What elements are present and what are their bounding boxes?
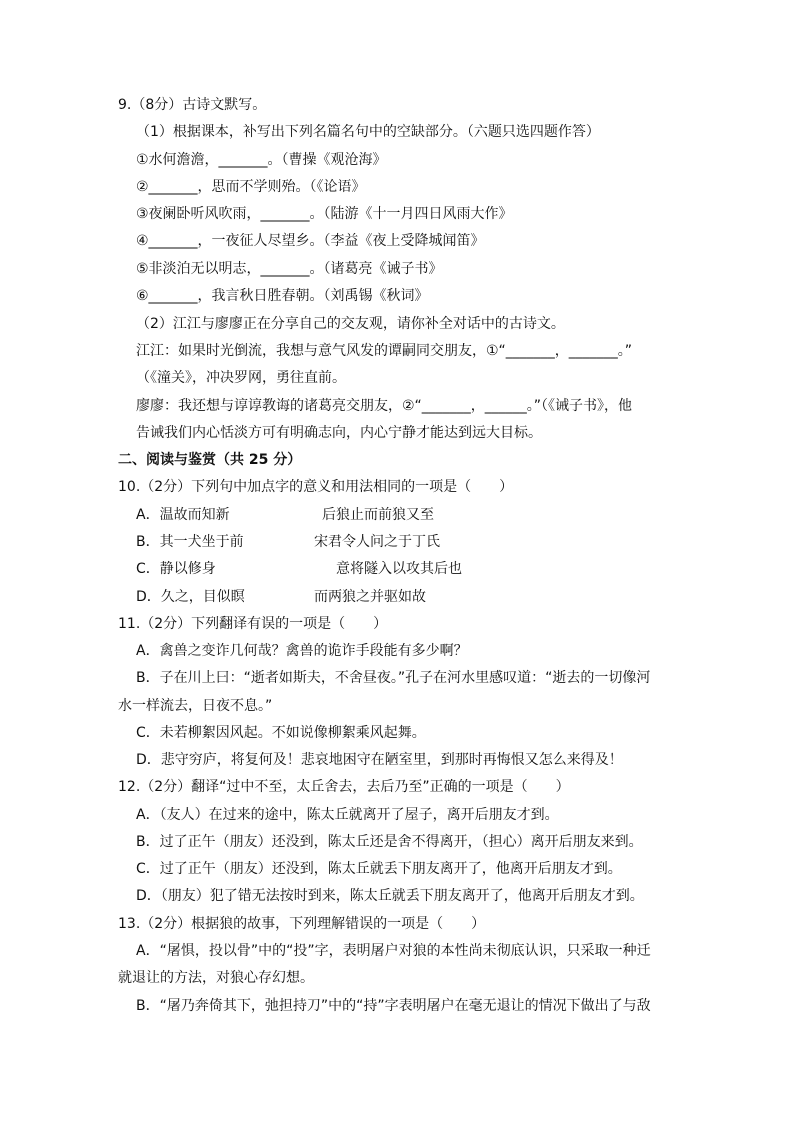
q9-item-6: ⑥_______，我言秋日胜春朝。（刘禹锡《秋词》: [136, 288, 429, 304]
q9-jiang-line2: （《潼关》，冲决罗网，勇往直前。: [136, 370, 346, 386]
q11-option-b-line2: 水一样流去，日夜不息。”: [118, 698, 273, 714]
q10-title: 10.（2分）下列句中加点字的意义和用法相同的一项是（ ）: [118, 479, 514, 495]
q9-liao-line2: 告诫我们内心恬淡方可有明确志向，内心宁静才能达到远大目标。: [136, 425, 542, 441]
q11-option-b-line1: B．子在川上曰：“逝者如斯夫，不舍昼夜。”孔子在河水里感叹道：“逝去的一切像河: [136, 670, 651, 686]
q12-option-a: A．（友人）在过来的途中，陈太丘就离开了屋子，离开后朋友才到。: [136, 807, 559, 823]
q9-part1: （1）根据课本，补写出下列名篇名句中的空缺部分。（六题只选四题作答）: [136, 124, 600, 140]
q11-option-c: C．未若柳絮因风起。不如说像柳絮乘风起舞。: [136, 725, 426, 741]
q13-option-a-line1: A．“屠惧，投以骨”中的“投”字，表明屠户对狼的本性尚未彻底认识，只采取一种迁: [136, 943, 651, 959]
q10-option-c: [136, 559, 462, 579]
q10-option-a: [136, 505, 434, 525]
q9-liao-line1: 廖廖：我还想与谆谆教诲的诸葛亮交朋友，②“_______，______。”（《诫子书》，他: [136, 398, 633, 414]
q9-item-3: ③夜阑卧听风吹雨，_______。（陆游《十一月四日风雨大作》: [136, 206, 513, 222]
q12-option-b: B．过了正午（朋友）还没到，陈太丘还是舍不得离开，（担心）离开后朋友来到。: [136, 834, 643, 850]
q13-option-a-line2: 就退让的方法，对狼心存幻想。: [118, 970, 314, 986]
q10-option-c-right: 意将隧入以攻其后也: [336, 561, 462, 577]
q13-option-b-line1: B．“屠乃奔倚其下，弛担持刀”中的“持”字表明屠户在毫无退让的情况下做出了与敌: [136, 998, 651, 1014]
q9-item-2: ②_______，思而不学则殆。（《论语》: [136, 179, 366, 195]
q10-option-a-left: A．温故而知新: [136, 507, 230, 523]
section-2-heading: 二、阅读与鉴赏（共 25 分）: [118, 452, 302, 468]
q10-option-b: [136, 532, 440, 552]
q9-item-4: ④_______，一夜征人尽望乡。（李益《夜上受降城闻笛》: [136, 233, 485, 249]
q11-option-d: D．悲守穷庐，将复何及！悲哀地困守在陋室里，到那时再悔恨又怎么来得及！: [136, 752, 623, 768]
q10-option-b-left: B．其一犬坐于前: [136, 534, 244, 550]
q12-title: 12.（2分）翻译“过中不至，太丘舍去，去后乃至”正确的一项是（ ）: [118, 779, 570, 795]
q11-option-a: A．禽兽之变诈几何哉？禽兽的诡诈手段能有多少啊？: [136, 643, 468, 659]
q12-option-d: D．（朋友）犯了错无法按时到来，陈太丘就丢下朋友离开了，他离开后朋友才到。: [136, 888, 644, 904]
q9-part2: （2）江江与廖廖正在分享自己的交友观，请你补全对话中的古诗文。: [136, 316, 565, 332]
q9-jiang-line1: 江江：如果时光倒流，我想与意气风发的谭嗣同交朋友，①“_______，_______。”: [136, 343, 633, 359]
q9-item-1: ①水何澹澹，_______。（曹操《观沧海》: [136, 152, 387, 168]
q10-option-d-right: 而两狼之并驱如故: [314, 589, 426, 605]
q10-option-c-left: C．静以修身: [136, 561, 216, 577]
q10-option-b-right: 宋君令人问之于丁氏: [314, 534, 440, 550]
q9-title: 9.（8分）古诗文默写。: [118, 97, 267, 113]
q12-option-c: C．过了正午（朋友）还没到，陈太丘就丢下朋友离开了，他离开后朋友才到。: [136, 861, 622, 877]
q10-option-d: [136, 587, 426, 607]
q13-title: 13.（2分）根据狼的故事，下列理解错误的一项是（ ）: [118, 916, 486, 932]
q11-title: 11.（2分）下列翻译有误的一项是（ ）: [118, 616, 388, 632]
q10-option-d-left: D．久之，目似瞑: [136, 589, 245, 605]
q9-item-5: ⑤非淡泊无以明志，_______。（诸葛亮《诫子书》: [136, 261, 443, 277]
q10-option-a-right: 后狼止而前狼又至: [322, 507, 434, 523]
